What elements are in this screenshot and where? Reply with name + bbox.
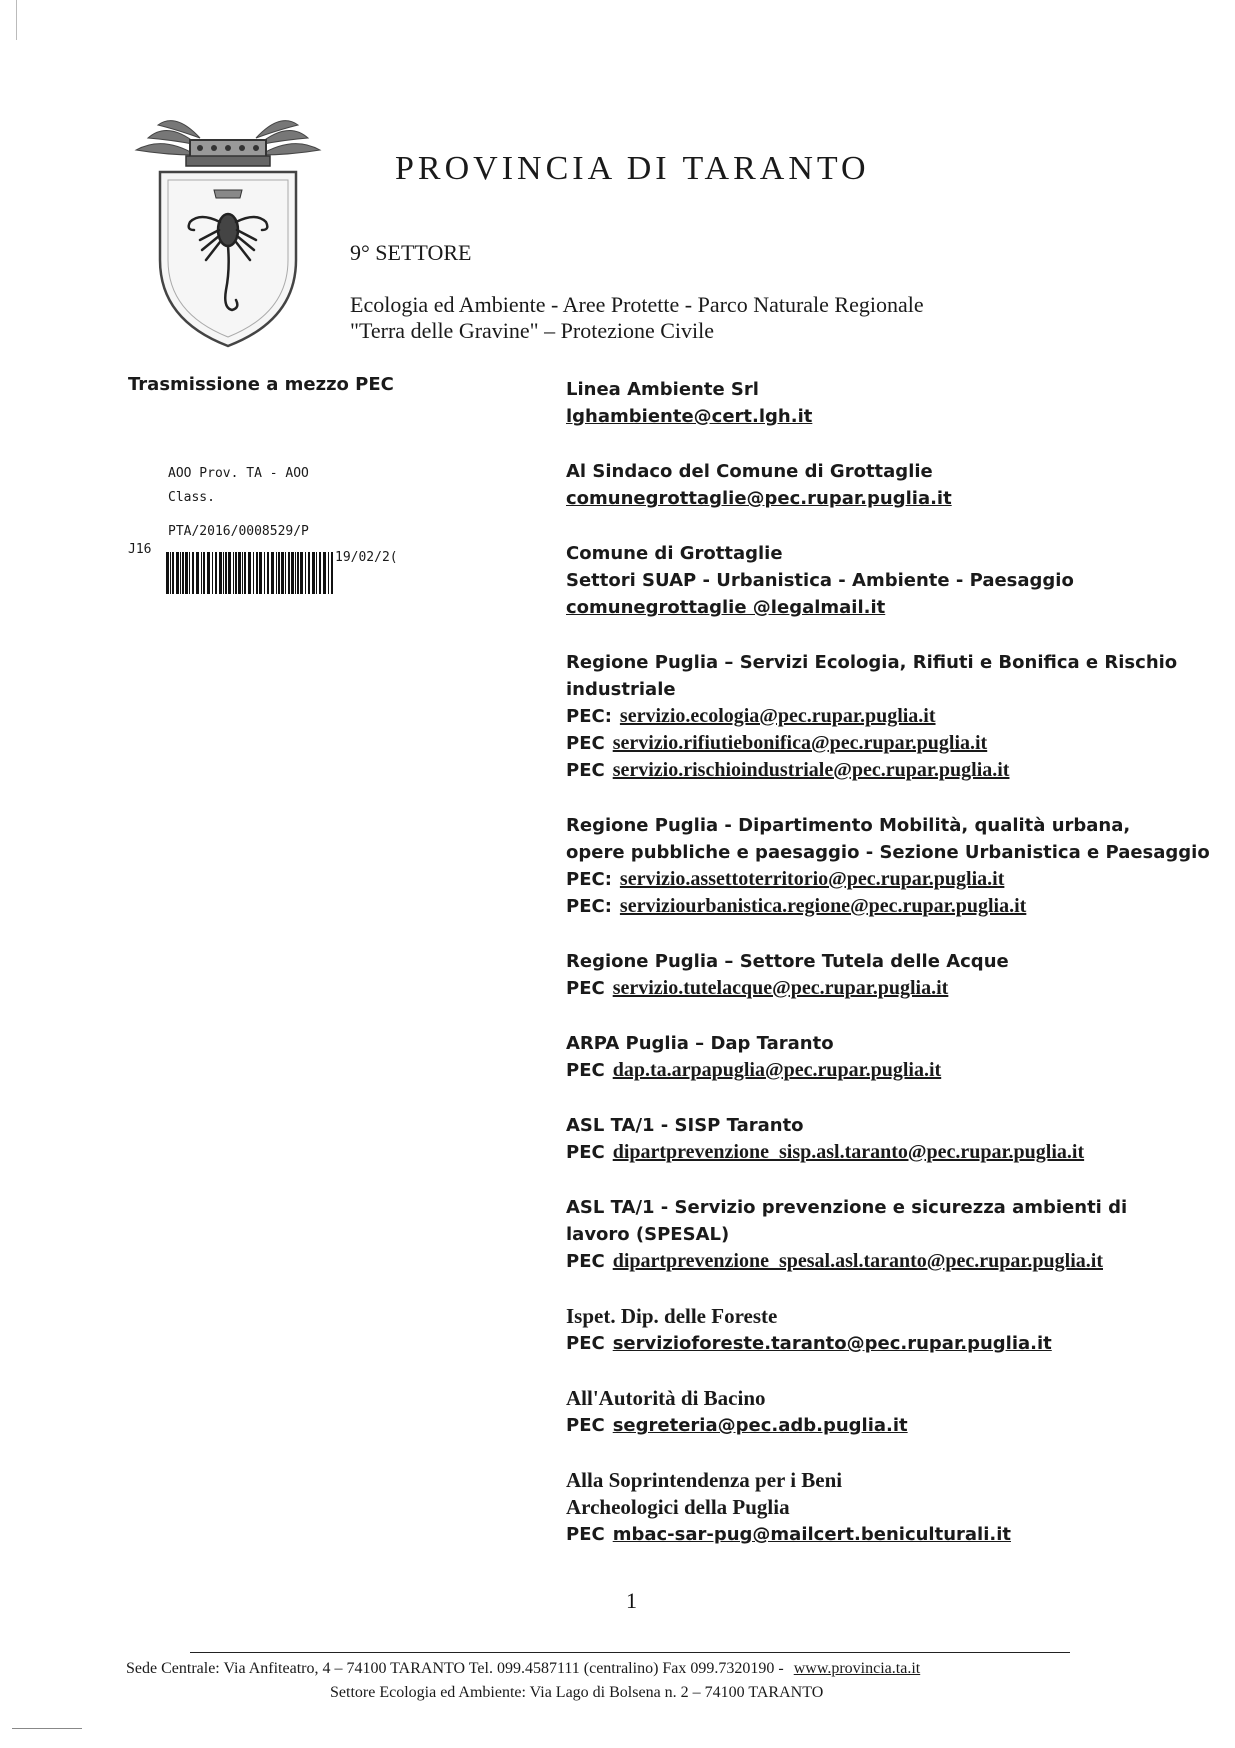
recipient-name: Alla Soprintendenza per i Beni xyxy=(566,1468,843,1492)
recipient-entry xyxy=(566,948,1206,1002)
pec-row xyxy=(566,1248,1206,1275)
sector-description xyxy=(350,292,1150,344)
recipient-entry xyxy=(566,1385,1206,1439)
barcode-bar xyxy=(196,552,199,594)
recipient-name: Regione Puglia - Dipartimento Mobilità, qualità urbana, xyxy=(566,815,1131,836)
pec-row xyxy=(566,757,1206,784)
footer-divider xyxy=(190,1652,1070,1653)
recipient-name: Linea Ambiente Srl xyxy=(566,379,759,400)
recipient-name: industriale xyxy=(566,679,676,700)
pec-row xyxy=(566,1412,1206,1439)
barcode-bar xyxy=(248,552,251,594)
barcode-bar xyxy=(253,552,254,594)
barcode-icon xyxy=(164,538,334,596)
barcode-bar xyxy=(203,552,205,594)
pec-row xyxy=(566,1330,1206,1357)
barcode-bar xyxy=(228,552,231,594)
recipient-name: Regione Puglia – Settore Tutela delle Acque xyxy=(566,951,1009,972)
barcode-bar xyxy=(192,552,194,594)
barcode-bar xyxy=(312,552,315,594)
sector-description-line: "Terra delle Gravine" – Protezione Civile xyxy=(350,318,715,343)
pec-row xyxy=(566,1057,1206,1084)
pec-email-address[interactable]: comunegrottaglie @legalmail.it xyxy=(566,597,886,618)
province-crest-scorpion-icon xyxy=(128,110,328,350)
pec-row xyxy=(566,703,1206,730)
pec-label: PEC xyxy=(566,1142,605,1163)
barcode-bar xyxy=(219,552,222,594)
barcode-bar xyxy=(238,552,241,594)
barcode-bar xyxy=(235,552,237,594)
recipient-entry xyxy=(566,1030,1206,1084)
pec-row xyxy=(566,403,1206,430)
barcode-bar xyxy=(271,552,274,594)
pec-email-address[interactable]: servizio.rifiutiebonifica@pec.rupar.puglia.it xyxy=(612,732,988,754)
stamp-line: AOO Prov. TA - AOO xyxy=(168,466,309,481)
pec-row xyxy=(566,594,1206,621)
recipient-name: Settori SUAP - Urbanistica - Ambiente - Paesaggio xyxy=(566,570,1074,591)
footer-address xyxy=(126,1660,1126,1678)
pec-label: PEC xyxy=(566,1251,605,1272)
barcode-bar xyxy=(212,552,213,594)
scan-edge-mark xyxy=(12,1728,82,1729)
recipient-entry xyxy=(566,1112,1206,1166)
protocol-stamp xyxy=(128,466,450,606)
pec-email-address[interactable]: lghambiente@cert.lgh.it xyxy=(566,406,813,427)
pec-label: PEC xyxy=(566,1524,605,1545)
barcode-bar xyxy=(166,552,169,594)
barcode-bar xyxy=(256,552,258,594)
stamp-prefix: J16 xyxy=(128,542,152,557)
recipient-name: Regione Puglia – Servizi Ecologia, Rifiuti e Bonifica e Rischio xyxy=(566,652,1178,673)
pec-label: PEC xyxy=(566,760,605,781)
barcode-bar xyxy=(295,552,296,594)
recipient-name: All'Autorità di Bacino xyxy=(566,1386,766,1410)
recipient-name: lavoro (SPESAL) xyxy=(566,1224,730,1245)
barcode-bar xyxy=(319,552,321,594)
recipient-entry xyxy=(566,1194,1206,1275)
pec-label: PEC xyxy=(566,978,605,999)
barcode-bar xyxy=(182,552,184,594)
barcode-bar xyxy=(244,552,246,594)
barcode-bar xyxy=(180,552,181,594)
barcode-bar xyxy=(215,552,217,594)
recipient-entry xyxy=(566,376,1206,430)
barcode-bar xyxy=(189,552,190,594)
pec-email-address[interactable]: dap.ta.arpapuglia@pec.rupar.puglia.it xyxy=(612,1059,942,1081)
barcode-bar xyxy=(223,552,224,594)
barcode-bar xyxy=(281,552,284,594)
page-number: 1 xyxy=(626,1588,637,1613)
recipient-entry xyxy=(566,540,1206,621)
barcode-bar xyxy=(267,552,269,594)
barcode-bar xyxy=(185,552,188,594)
barcode-bar xyxy=(297,552,299,594)
barcode-bar xyxy=(331,552,333,594)
transmission-label: Trasmissione a mezzo PEC xyxy=(128,374,394,395)
pec-email-address[interactable]: serviziourbanistica.regione@pec.rupar.puglia.it xyxy=(619,895,1027,917)
pec-row xyxy=(566,485,1206,512)
pec-email-address[interactable]: dipartprevenzione_spesal.asl.taranto@pec.rupar.puglia.it xyxy=(612,1250,1103,1272)
pec-label: PEC: xyxy=(566,869,612,890)
pec-row xyxy=(566,1139,1206,1166)
pec-email-address[interactable]: segreteria@pec.adb.puglia.it xyxy=(612,1415,908,1436)
pec-email-address[interactable]: servizio.ecologia@pec.rupar.puglia.it xyxy=(619,705,936,727)
sector-heading: 9° SETTORE xyxy=(350,240,472,265)
barcode-bar xyxy=(264,552,265,594)
pec-email-address[interactable]: comunegrottaglie@pec.rupar.puglia.it xyxy=(566,488,952,509)
recipient-name: Al Sindaco del Comune di Grottaglie xyxy=(566,461,933,482)
barcode-bar xyxy=(288,552,290,594)
recipient-entry xyxy=(566,458,1206,512)
pec-email-address[interactable]: servizioforeste.taranto@pec.rupar.puglia.it xyxy=(612,1333,1052,1354)
pec-email-address[interactable]: dipartprevenzione_sisp.asl.taranto@pec.rupar.puglia.it xyxy=(612,1141,1085,1163)
barcode-bar xyxy=(172,552,174,594)
pec-email-address[interactable]: servizio.rischioindustriale@pec.rupar.puglia.it xyxy=(612,759,1010,781)
recipient-entry xyxy=(566,1467,1206,1548)
pec-row xyxy=(566,866,1206,893)
recipient-entry xyxy=(566,649,1206,784)
pec-row xyxy=(566,975,1206,1002)
recipient-entry xyxy=(566,1303,1206,1357)
barcode-bar xyxy=(225,552,227,594)
stamp-date: 19/02/2( xyxy=(335,550,398,565)
barcode-bar xyxy=(276,552,277,594)
recipient-name: ASL TA/1 - Servizio prevenzione e sicurezza ambienti di xyxy=(566,1197,1128,1218)
barcode-bar xyxy=(305,552,306,594)
recipient-name: opere pubbliche e paesaggio - Sezione Urbanistica e Paesaggio xyxy=(566,842,1210,863)
barcode-bar xyxy=(233,552,234,594)
barcode-bar xyxy=(323,552,326,594)
pec-label: PEC xyxy=(566,733,605,754)
barcode-bar xyxy=(207,552,210,594)
recipient-name: Comune di Grottaglie xyxy=(566,543,783,564)
recipient-name: ARPA Puglia – Dap Taranto xyxy=(566,1033,834,1054)
barcode-bar xyxy=(308,552,310,594)
recipient-entry xyxy=(566,812,1210,920)
scan-edge-mark xyxy=(16,0,17,40)
barcode-bar xyxy=(201,552,202,594)
barcode-bar xyxy=(278,552,280,594)
sector-description-line: Ecologia ed Ambiente - Aree Protette - Parco Naturale Regionale xyxy=(350,292,924,317)
pec-email-address[interactable]: servizio.assettoterritorio@pec.rupar.puglia.it xyxy=(619,868,1005,890)
recipient-name: Ispet. Dip. delle Foreste xyxy=(566,1304,778,1328)
footer-sector-address: Settore Ecologia ed Ambiente: Via Lago di Bolsena n. 2 – 74100 TARANTO xyxy=(330,1684,824,1701)
stamp-protocol-number: PTA/2016/0008529/P xyxy=(168,524,309,539)
pec-label: PEC: xyxy=(566,706,612,727)
barcode-bar xyxy=(242,552,243,594)
barcode-bar xyxy=(259,552,262,594)
stamp-line: Class. xyxy=(168,490,215,505)
pec-row xyxy=(566,893,1206,920)
document-title: PROVINCIA DI TARANTO xyxy=(395,150,870,187)
barcode-bar xyxy=(291,552,294,594)
recipient-name: Archeologici della Puglia xyxy=(566,1495,790,1519)
barcode-bar xyxy=(176,552,179,594)
pec-email-address[interactable]: servizio.tutelacque@pec.rupar.puglia.it xyxy=(612,977,949,999)
barcode-bar xyxy=(316,552,317,594)
recipient-list xyxy=(566,376,1210,1576)
pec-label: PEC: xyxy=(566,896,612,917)
pec-email-address[interactable]: mbac-sar-pug@mailcert.beniculturali.it xyxy=(612,1524,1011,1545)
footer-website-link[interactable]: www.provincia.ta.it xyxy=(793,1660,921,1677)
barcode-bar xyxy=(328,552,329,594)
recipient-name: ASL TA/1 - SISP Taranto xyxy=(566,1115,804,1136)
barcode-bar xyxy=(285,552,286,594)
barcode-bar xyxy=(170,552,171,594)
barcode-bar xyxy=(300,552,303,594)
pec-label: PEC xyxy=(566,1415,605,1436)
pec-label: PEC xyxy=(566,1333,605,1354)
pec-label: PEC xyxy=(566,1060,605,1081)
pec-row xyxy=(566,730,1206,757)
pec-row xyxy=(566,1521,1206,1548)
footer-address-text: Sede Centrale: Via Anfiteatro, 4 – 74100 TARANTO Tel. 099.4587111 (centralino) Fax 099.7320190 - xyxy=(126,1660,784,1677)
